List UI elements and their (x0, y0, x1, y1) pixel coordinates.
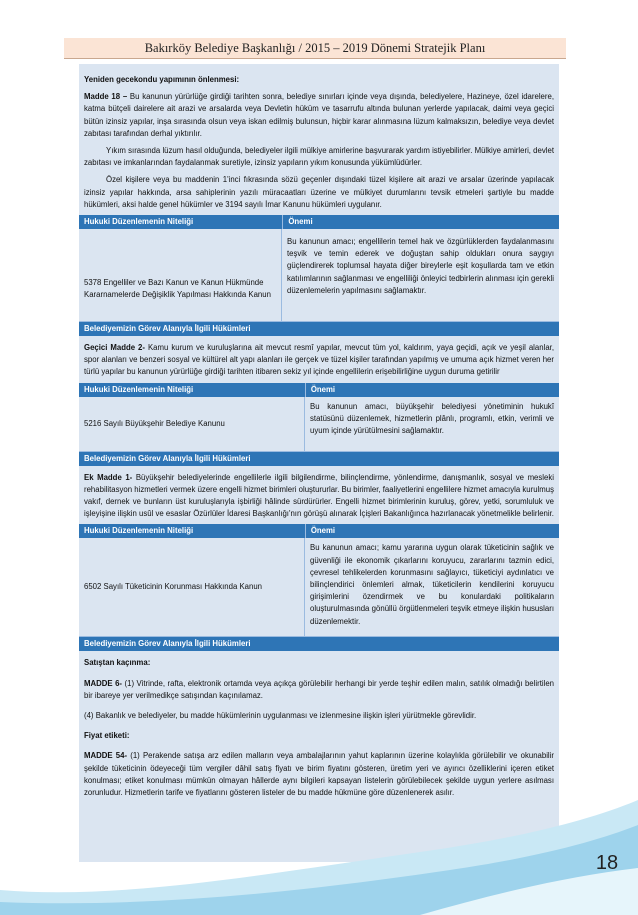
madde-text: (1) Perakende satışa arz edilen malların veya ambalajlarının yahut kaplarının üzerine kolaylıkla görülebilir ve okunabilir şekilde tüketicinin ödeyeceği tüm vergiler dâhil satış fiyatı ve birim fiyatını gösteren, üretim yeri ve ayırıcı özelliklerini içeren etiket konulması; etiket konulması mümkün olmayan hâllerde aynı bilgileri kapsayan listelerin görülebilecek şekilde uygun yerlere asılması zorunludur. Hizmetlerin tarife ve fiyatlarını gösteren listeler de bu madde hükmüne göre düzenlenerek asılır. (84, 751, 554, 798)
paragraph: Yıkım sırasında lüzum hasıl olduğunda, belediyeler ilgili mülkiye amirlerine başvurarak yardım istiyebilirler. Mülkiye amirleri, devlet zabıtası ve imkanlarından faydalanmak suretiyle, izinsiz yapıların yıkım konusunda yükümlüdürler. (84, 146, 554, 168)
table-header (79, 524, 559, 538)
col-header-importance: Önemi (288, 217, 313, 227)
law-cell: 6502 Sayılı Tüketicinin Korunması Hakkında Kanun (79, 538, 305, 636)
madde-lead: Ek Madde 1- (84, 472, 133, 482)
madde-text: Büyükşehir belediyelerinde engellilerle ilgili bilgilendirme, bilinçlendirme, yönlendirme, danışmanlık, sosyal ve mesleki rehabilitasyon hizmetleri vermek üzere engelli hizmet birimleri oluştururlar. Bu birimler, faaliyetlerini engellilere hizmet amacıyla kurulmuş vakıf, dernek ve bunların üst kuruluşlarıyla işbirliği hâlinde sürdürürler. Engelli hizmet birimlerinin kuruluş, görev, yetki, sorumluluk ve işleyişine ilişkin usûl ve esaslar Özürlüler İdaresi Başkanlığı'nın görüşü alınarak İçişleri Bakanlığınca hazırlanacak yönetmelikle belirlenir. (84, 472, 554, 519)
content-panel (79, 64, 559, 862)
paragraph: Özel kişilere veya bu maddenin 1'inci fıkrasında sözü geçenler dışındaki tüzel kişilere ait arazi ve arsalar üzerinde yapılacak izinsiz yapılar hakkında, arsa sahiplerinin yazılı müracaatları üzerine ve mülkiyet durumlarını tevsik etmeleri şartiyle bu madde hükümleri, aksi halde genel hükümler ve 3194 sayılı İmar Kanunu hükümleri uygulanır. (84, 175, 554, 209)
madde-lead: Madde 18 – (84, 92, 128, 102)
section-heading: Yeniden gecekondu yapımının önlenmesi: (84, 75, 240, 84)
col-header-importance: Önemi (310, 384, 336, 394)
madde-6-paragraph (84, 678, 554, 702)
col-header-nature: Hukuki Düzenlemenin Niteliği (79, 383, 306, 397)
decorative-wave (0, 780, 638, 915)
section-heading: Satıştan kaçınma: (84, 658, 151, 668)
madde-18-paragraph (84, 91, 554, 140)
section-gecekondu (79, 74, 559, 211)
section-tuketici (79, 657, 559, 799)
table-row (79, 538, 559, 637)
page-header (64, 38, 566, 59)
table-header (79, 383, 559, 397)
madde-text: Bu kanunun yürürlüğe girdiği tarihten sonra, belediye sınırları içinde veya dışında, belediyelere, Hazineye, özel idarelere, katma bütçeli dairelere ait arazi ve arsalarda veya Devletin hüküm ve tasarrufu altında bulunan yerlerde yapılacak, daimi veya geçici bütün izinsiz yapılar, inşa sırasında olsun veya iskan edilmiş bulunsun, hiçbir karar alınmasına lüzum kalmaksızın, belediye veya devlet zabıtası tarafından derhal yıktırılır. (84, 92, 554, 138)
paragraph: (4) Bakanlık ve belediyeler, bu madde hükümlerinin uygulanması ve izlenmesine ilişkin işleri yürütmekle görevlidir. (84, 711, 477, 721)
col-header-nature: Hukuki Düzenlemenin Niteliği (79, 215, 283, 229)
section-ek-madde (79, 472, 559, 521)
page-number: 18 (595, 852, 619, 874)
madde-lead: MADDE 54- (84, 751, 128, 761)
madde-text: (1) Vitrinde, rafta, elektronik ortamda veya açıkça görülebilir herhangi bir yerde teşhir edilen malın, satılık olmadığı belirtilen bir ibareye yer verilmedikçe satışından kaçınılamaz. (84, 678, 555, 700)
table-row (79, 229, 559, 322)
section-bar: Belediyemizin Görev Alanıyla İlgili Hükümleri (79, 637, 559, 651)
section-gecici-madde (79, 342, 559, 379)
ek-madde-paragraph (84, 472, 554, 521)
madde-lead: Geçici Madde 2- (84, 343, 145, 353)
table-row (79, 397, 559, 452)
madde-text: Kamu kurum ve kuruluşlarına ait mevcut resmî yapılar, mevcut tüm yol, kaldırım, yaya geçidi, açık ve yeşil alanlar, spor alanları ve benzeri sosyal ve kültürel alt yapı alanları ile gerçek ve tüzel kişiler tarafından yapılmış ve umuma açık hizmet veren her türlü yapılar bu kanunun yürürlüğe girdiği tarihten itibaren sekiz yıl içinde engellilerin erişebilirliğine uygun duruma getirilir (84, 343, 554, 377)
gecici-madde-paragraph (84, 342, 554, 379)
importance-cell: Bu kanunun amacı; engellilerin temel hak ve özgürlüklerden faydalanmasını teşvik ve temin ederek ve doğuştan sahip oldukları onura saygıyı güçlendirerek toplumsal hayata diğer bireylerle eşit koşullarda tam ve etkin katılımlarının sağlanması ve engelliliği önleyici tedbirlerin alınması için gerekli düzenlemelerin yapılmasını sağlamaktır. (287, 237, 554, 295)
importance-cell: Bu kanunun amacı, büyükşehir belediyesi yönetiminin hukukî statüsünü düzenlemek, hizmetlerin plânlı, programlı, etkin, verimli ve uyum içinde yürütülmesini sağlamaktır. (310, 401, 554, 436)
header-title: Bakırköy Belediye Başkanlığı / 2015 – 2019 Dönemi Stratejik Planı (144, 41, 486, 55)
section-heading: Fiyat etiketi: (84, 731, 130, 741)
section-bar: Belediyemizin Görev Alanıyla İlgili Hükümleri (79, 322, 559, 336)
law-cell: 5378 Engelliler ve Bazı Kanun ve Kanun Hükmünde Kararnamelerde Değişiklik Yapılması Hakkında Kanun (79, 229, 282, 321)
section-bar: Belediyemizin Görev Alanıyla İlgili Hükümleri (79, 452, 559, 466)
law-cell: 5216 Sayılı Büyükşehir Belediye Kanunu (79, 397, 305, 451)
madde-lead: MADDE 6- (84, 678, 123, 688)
importance-cell: Bu kanunun amacı; kamu yararına uygun olarak tüketicinin sağlık ve güvenliği ile ekonomik çıkarlarını koruyucu, zararlarını tazmin edici, çevresel tehlikelerden korunmasını sağlayıcı, tüketiciyi aydınlatıcı ve bilinçlendirici önlemleri almak, tüketicilerin kendilerini koruyucu girişimlerini özendirmek ve bu konulardaki politikaların oluşturulmasında gönüllü örgütlenmeleri teşvik etmeye ilişkin hususları düzenlemektir. (310, 543, 554, 626)
col-header-nature: Hukuki Düzenlemenin Niteliği (79, 524, 306, 538)
table-header (79, 215, 559, 229)
col-header-importance: Önemi (310, 526, 336, 536)
